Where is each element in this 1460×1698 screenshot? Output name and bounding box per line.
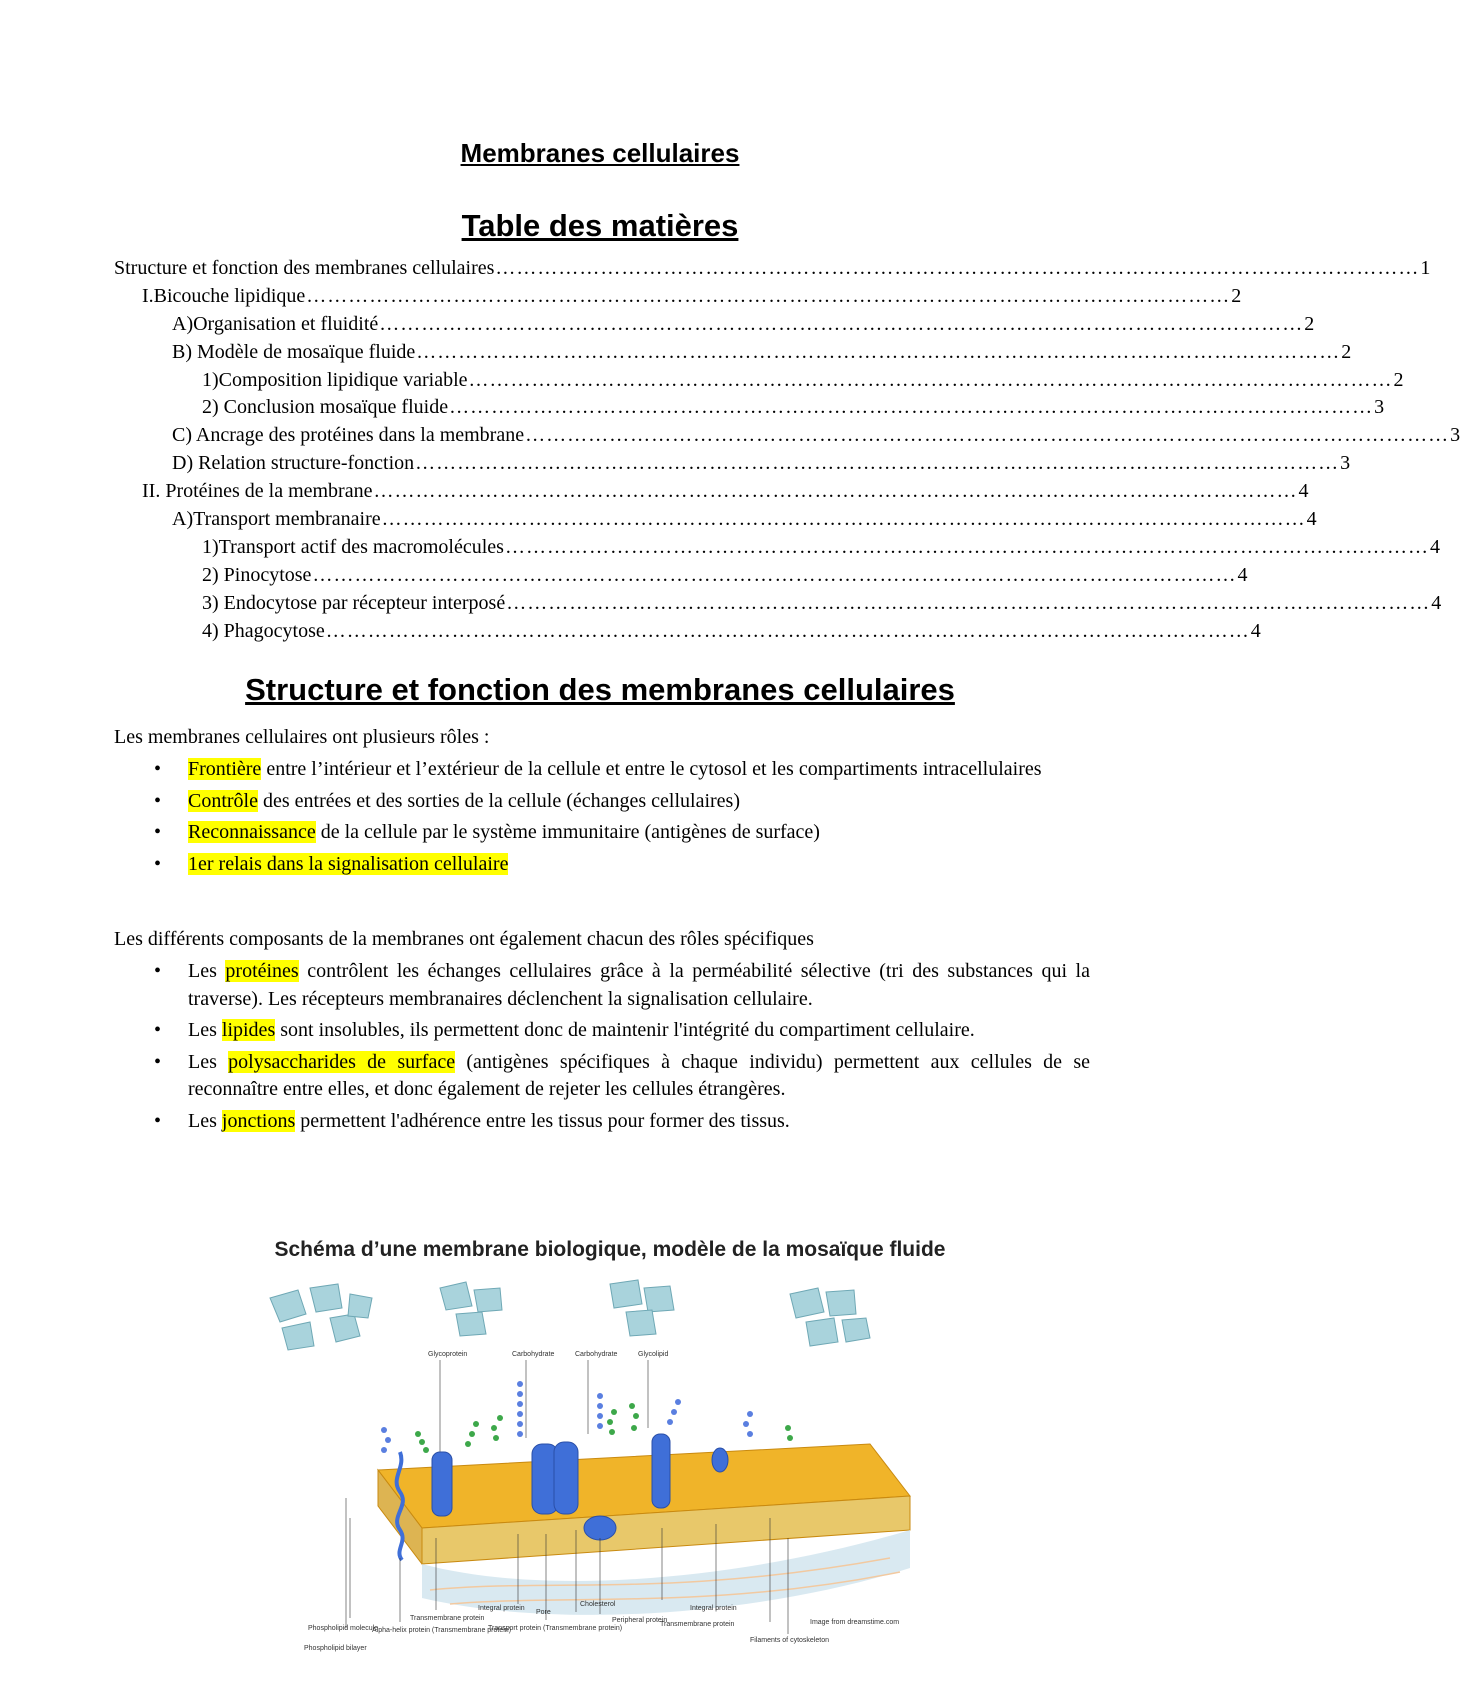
water-molecule-icon [790,1288,870,1346]
label-integral-protein: Integral protein [478,1605,525,1612]
highlighted-term: polysaccharides de surface [228,1050,456,1073]
table-of-contents [114,257,1460,647]
toc-entry[interactable] [114,368,1404,397]
list-item [114,1108,1090,1136]
item-text: permettent l'adhérence entre les tissus pour former des tissus. [295,1109,790,1132]
toc-entry-text: 3) Endocytose par récepteur interposé [202,591,506,614]
toc-leader-dots: …………………………………………………………………………………………………………………… [504,535,1429,558]
toc-entry[interactable] [114,563,1248,592]
label-cytoskeleton-filaments: Filaments of cytoskeleton [750,1637,829,1644]
toc-leader-dots: …………………………………………………………………………………………………………………… [379,312,1304,335]
toc-leader-dots: …………………………………………………………………………………………………………………… [468,368,1393,391]
item-text: entre l’intérieur et l’extérieur de la cellule et entre le cytosol et les compartiments intracellulaires [261,758,1042,780]
toc-page-number: 4 [1250,619,1261,642]
label-cholesterol: Cholesterol [580,1601,616,1608]
toc-page-number: 1 [1420,257,1431,279]
water-molecule-icon [270,1284,372,1350]
toc-entry[interactable] [114,452,1351,480]
list-item [114,1017,1090,1045]
toc-leader-dots: …………………………………………………………………………………………………………………… [449,396,1374,419]
toc-leader-dots: …………………………………………………………………………………………………………………… [415,452,1340,475]
list-item [114,958,1090,1013]
toc-entry-text: 2) Conclusion mosaïque fluide [202,396,449,419]
label-integral-protein-2: Integral protein [690,1605,737,1612]
toc-entry-text: 2) Pinocytose [202,563,312,586]
item-prefix: Les [188,1019,222,1041]
bullet-icon: • [154,789,162,812]
toc-entry[interactable] [114,257,1431,285]
label-pore: Pore [536,1609,551,1616]
toc-entry-text: A)Organisation et fluidité [172,312,379,335]
label-transport-protein: Transport protein (Transmembrane protein) [488,1625,623,1632]
toc-page-number: 2 [1231,284,1242,307]
item-text: contrôlent les échanges cellulaires grâce à la perméabilité sélective (tri des substances qui la traverse). Les récepteurs membranaires déclenchent la signalisation cellulaire. [188,960,1090,1010]
bullet-icon: • [154,1109,162,1132]
item-text: de la cellule par le système immunitaire (antigènes de surface) [315,821,820,843]
toc-entry[interactable] [114,535,1440,564]
bullet-icon: • [154,1019,162,1041]
item-text: sont insolubles, ils permettent donc de maintenir l'intégrité du compartiment cellulaire. [275,1019,975,1041]
list-item [114,1049,1090,1104]
label-alpha-helix-protein: Alpha-helix protein (Transmembrane protein) [372,1627,512,1634]
toc-entry-text: C) Ancrage des protéines dans la membrane [172,424,525,447]
label-glycolipid: Glycolipid [638,1351,669,1358]
toc-entry-text: D) Relation structure-fonction [172,452,415,475]
highlighted-term: Contrôle [188,789,258,812]
toc-leader-dots: …………………………………………………………………………………………………………………… [373,480,1298,503]
image-credit: Image from dreamstime.com [810,1619,900,1626]
label-transmembrane-protein-2: Transmembrane protein [660,1621,735,1628]
toc-entry-text: I.Bicouche lipidique [142,284,306,307]
highlighted-term: protéines [225,960,299,982]
toc-page-number: 4 [1237,563,1248,586]
highlighted-term: Reconnaissance [188,821,316,843]
toc-heading: Table des matières [461,208,739,243]
phospholipid-bilayer [378,1444,910,1615]
list-item [114,819,1090,847]
water-molecule-icon [440,1282,502,1336]
toc-leader-dots: …………………………………………………………………………………………………………………… [325,619,1250,642]
label-leader-lines [440,1360,648,1456]
components-intro: Les différents composants de la membranes ont également chacun des rôles spécifiques [114,928,814,950]
item-prefix: Les [188,1109,222,1132]
list-item [114,851,1090,879]
label-glycoprotein: Glycoprotein [428,1351,468,1358]
carbohydrate-chains [415,1403,793,1453]
label-peripheral-protein: Peripheral protein [612,1617,668,1624]
toc-page-number: 3 [1374,396,1385,419]
highlighted-term: Frontière [188,758,262,780]
toc-page-number: 2 [1341,340,1352,363]
bullet-icon: • [154,821,162,843]
toc-leader-dots: …………………………………………………………………………………………………………………… [495,257,1420,279]
toc-entry[interactable] [114,284,1242,313]
toc-page-number: 4 [1306,508,1317,531]
components-list [114,958,1090,1139]
water-molecule-icon [610,1280,674,1336]
toc-entry[interactable] [114,424,1460,452]
list-item [114,788,1090,816]
bullet-icon: • [154,758,162,780]
toc-leader-dots: …………………………………………………………………………………………………………………… [306,284,1231,307]
toc-page-number: 2 [1304,312,1315,335]
toc-entry[interactable] [114,312,1315,341]
item-text: des entrées et des sorties de la cellule (échanges cellulaires) [258,789,741,812]
toc-entry[interactable] [114,396,1385,424]
highlighted-term: 1er relais dans la signalisation cellulaire [188,852,509,875]
item-text: (antigènes spécifiques à chaque individu) permettent aux cellules de se reconnaître entre elles, et donc également de rejeter les cellules étrangères. [188,1050,1090,1100]
toc-entry-text: Structure et fonction des membranes cellulaires [114,257,495,279]
document-title: Membranes cellulaires [460,138,740,168]
toc-page-number: 3 [1340,452,1351,475]
item-prefix: Les [188,960,226,982]
toc-entry[interactable] [114,480,1309,508]
fluid-mosaic-diagram [250,1238,970,1653]
toc-leader-dots: …………………………………………………………………………………………………………………… [381,508,1306,531]
toc-entry-text: 4) Phagocytose [202,619,325,642]
toc-entry[interactable] [114,591,1442,620]
toc-page-number: 2 [1393,368,1404,391]
membrane-figure [250,1238,970,1653]
toc-leader-dots: …………………………………………………………………………………………………………………… [525,424,1450,447]
item-prefix: Les [188,1050,229,1073]
roles-list [114,756,1090,882]
highlighted-term: jonctions [221,1109,296,1132]
roles-intro: Les membranes cellulaires ont plusieurs rôles : [114,726,490,748]
toc-entry[interactable] [114,619,1261,648]
toc-page-number: 4 [1298,480,1309,503]
toc-leader-dots: …………………………………………………………………………………………………………………… [416,340,1341,363]
toc-entry[interactable] [114,508,1317,536]
toc-entry-text: II. Protéines de la membrane [142,480,373,503]
list-item [114,756,1090,784]
section-heading: Structure et fonction des membranes cellulaires [245,672,955,707]
toc-entry[interactable] [114,340,1352,369]
label-carbohydrate-2: Carbohydrate [575,1351,618,1358]
figure-title: Schéma d’une membrane biologique, modèle de la mosaïque fluide [274,1238,946,1261]
toc-leader-dots: …………………………………………………………………………………………………………………… [312,563,1237,586]
bullet-icon: • [154,960,162,982]
toc-page-number: 4 [1431,591,1442,614]
bullet-icon: • [154,1050,162,1073]
label-transmembrane-protein: Transmembrane protein [410,1615,485,1622]
toc-leader-dots: …………………………………………………………………………………………………………………… [506,591,1431,614]
highlighted-term: lipides [221,1019,276,1041]
toc-page-number: 3 [1450,424,1460,447]
toc-entry-text: 1)Transport actif des macromolécules [202,535,504,558]
label-phospholipid-molecule: Phospholipid molecule [308,1625,379,1632]
label-carbohydrate: Carbohydrate [512,1351,555,1358]
toc-entry-text: B) Modèle de mosaïque fluide [172,340,416,363]
toc-page-number: 4 [1429,535,1440,558]
bullet-icon: • [154,852,162,875]
label-phospholipid-bilayer: Phospholipid bilayer [304,1645,367,1652]
toc-entry-text: 1)Composition lipidique variable [202,368,468,391]
toc-entry-text: A)Transport membranaire [172,508,381,531]
